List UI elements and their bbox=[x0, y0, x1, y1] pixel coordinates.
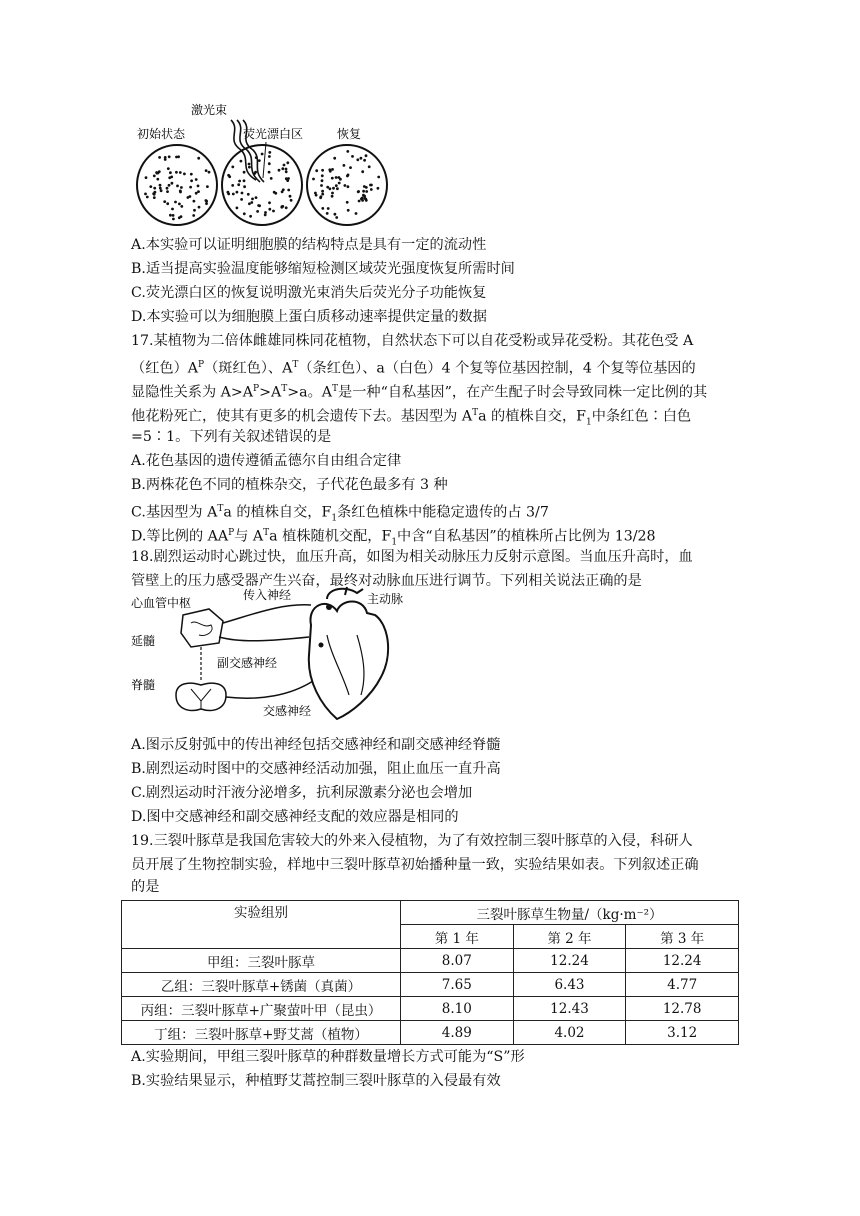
q18-option-c: C.剧烈运动时汗液分泌增多，抗利尿激素分泌也会增加 bbox=[131, 785, 473, 801]
fluorescent-dot bbox=[197, 185, 200, 188]
fluorescent-dot bbox=[314, 192, 317, 195]
q17-stem-line-5: =5∶1。下列有关叙述错误的是 bbox=[131, 429, 332, 445]
fluorescent-dot bbox=[164, 156, 167, 159]
fluorescent-dot bbox=[187, 196, 190, 199]
fluorescent-dot bbox=[355, 212, 358, 215]
fluorescent-dot bbox=[238, 180, 241, 183]
fluorescent-dot bbox=[362, 190, 365, 193]
fluorescent-dot bbox=[339, 178, 342, 181]
fluorescent-dot bbox=[179, 190, 182, 193]
fluorescent-dot bbox=[171, 182, 174, 185]
fluorescent-dot bbox=[360, 157, 363, 160]
fluorescent-dot bbox=[321, 207, 324, 210]
fluorescent-dot bbox=[331, 168, 334, 171]
fluorescent-dot bbox=[274, 192, 277, 195]
fluorescent-dot bbox=[243, 212, 246, 215]
q16-option-c: C.荧光漂白区的恢复说明激光束消失后荧光分子功能恢复 bbox=[131, 285, 487, 301]
fluorescent-dot bbox=[180, 215, 183, 218]
sympathetic-nerve-path bbox=[226, 681, 313, 698]
fluorescent-dot bbox=[255, 196, 258, 199]
fluorescent-dot bbox=[331, 177, 334, 180]
fluorescent-dot bbox=[268, 155, 271, 158]
fluorescent-dot bbox=[326, 212, 329, 215]
fluorescent-dot bbox=[332, 187, 335, 190]
fluorescent-dot bbox=[281, 167, 284, 170]
fluorescent-dot bbox=[270, 177, 273, 180]
q17-stem-line-4: 他花粉死亡，使其有更多的机会遗传下去。基因型为 $A^Ta$ 的植株自交，$F_1$中条红色∶白色 bbox=[131, 408, 692, 428]
fluorescent-dot bbox=[368, 165, 371, 168]
fluorescent-dot bbox=[153, 196, 156, 199]
aorta-shape bbox=[327, 587, 363, 599]
fluorescent-dot bbox=[286, 161, 289, 164]
fluorescent-dot bbox=[158, 170, 161, 173]
q16-option-d: D.本实验可以为细胞膜上蛋白质移动速率提供定量的数据 bbox=[131, 309, 487, 325]
header-year-1: 第 1 年 bbox=[401, 925, 514, 949]
fluorescent-dot bbox=[154, 191, 157, 194]
fluorescent-dot bbox=[331, 195, 334, 198]
fluorescent-dot bbox=[268, 151, 271, 154]
fluorescent-dot bbox=[336, 187, 339, 190]
fluorescent-dot bbox=[175, 156, 178, 159]
fluorescent-dot bbox=[327, 207, 330, 210]
fluorescent-dot bbox=[347, 185, 350, 188]
fluorescent-dot bbox=[168, 184, 171, 187]
fluorescent-dot bbox=[369, 184, 372, 187]
fluorescent-dot bbox=[190, 173, 193, 176]
fluorescent-dot bbox=[321, 190, 324, 193]
q19-option-b: B.实验结果显示，种植野艾蒿控制三裂叶豚草的入侵最有效 bbox=[131, 1073, 501, 1089]
fluorescent-dot bbox=[326, 186, 329, 189]
q17-option-d: D.等比例的 $AA^P$与 $A^Ta$ 植株随机交配，$F_1$中含“自私基因”的植株所占比例为 13/28 bbox=[131, 528, 656, 548]
fluorescent-dot bbox=[250, 201, 253, 204]
fluorescent-dot bbox=[251, 198, 254, 201]
fluorescent-dot bbox=[249, 215, 252, 218]
afferent-nerve-label: 传入神经 bbox=[243, 588, 292, 602]
fluorescent-dot bbox=[166, 190, 169, 193]
fluorescent-dot bbox=[334, 213, 337, 216]
q16-option-a: A.本实验可以证明细胞膜的结构特点是具有一定的流动性 bbox=[131, 237, 487, 253]
spinal-cord-label: 脊髓 bbox=[131, 678, 156, 692]
fluorescent-dot bbox=[290, 199, 293, 202]
fluorescent-dot bbox=[346, 150, 349, 153]
fluorescent-dot bbox=[329, 187, 332, 190]
fluorescent-dot bbox=[236, 207, 239, 210]
q18-stem-line-2: 管壁上的压力感受器产生兴奋，最终对动脉血压进行调节。下列相关说法正确的是 bbox=[131, 573, 642, 589]
fluorescent-dot bbox=[333, 157, 336, 160]
fluorescent-dot bbox=[155, 171, 158, 174]
table-row: 甲组：三裂叶豚草 8.07 12.24 12.24 bbox=[122, 949, 739, 973]
table-header-row bbox=[122, 901, 739, 925]
fluorescent-dot bbox=[365, 154, 368, 157]
fluorescent-dot bbox=[232, 193, 235, 196]
fluorescent-dot bbox=[174, 201, 177, 204]
q17-option-a: A.花色基因的遗传遵循孟德尔自由组合定律 bbox=[131, 453, 402, 469]
q19-stem-line-1: 19.三裂叶豚草是我国危害较大的外来入侵植物，为了有效控制三裂叶豚草的入侵，科研人 bbox=[131, 833, 693, 849]
fluorescent-dot bbox=[285, 168, 288, 171]
fluorescent-dot bbox=[258, 159, 261, 162]
q18-option-a: A.图示反射弧中的传出神经包括交感神经和副交感神经脊髓 bbox=[131, 737, 501, 753]
q17-option-b: B.两株花色不同的植株杂交，子代花色最多有 3 种 bbox=[131, 477, 448, 493]
fluorescent-dot bbox=[145, 176, 148, 179]
fluorescent-dot bbox=[169, 171, 172, 174]
header-biomass: 三裂叶豚草生物量/（kg·m⁻²） bbox=[401, 901, 739, 925]
fluorescent-dot bbox=[370, 188, 373, 191]
fluorescent-dot bbox=[178, 203, 181, 206]
sympathetic-label: 交感神经 bbox=[263, 704, 312, 718]
fluorescent-dot bbox=[268, 171, 271, 174]
fluorescent-dot bbox=[335, 216, 338, 219]
fluorescent-dot bbox=[268, 201, 271, 204]
fluorescent-dot bbox=[172, 214, 175, 217]
fluorescent-dot bbox=[283, 164, 286, 167]
header-group: 实验组别 bbox=[122, 901, 401, 949]
fluorescent-dot bbox=[285, 206, 288, 209]
aorta-label: 主动脉 bbox=[367, 592, 404, 606]
table-row: 丙组：三裂叶豚草+广聚萤叶甲（昆虫） 8.10 12.43 12.78 bbox=[122, 997, 739, 1021]
heart-shape bbox=[309, 602, 388, 720]
fluorescent-dot bbox=[192, 214, 195, 217]
fluorescent-dot bbox=[248, 202, 251, 205]
center-label: 心血管中枢 bbox=[131, 596, 192, 610]
bleach-zone-label: 荧光漂白区 bbox=[243, 127, 304, 141]
fluorescent-dot bbox=[149, 185, 152, 188]
fluorescent-dot bbox=[240, 198, 243, 201]
fluorescent-dot bbox=[272, 210, 275, 213]
fluorescent-dot bbox=[195, 192, 198, 195]
fluorescent-dot bbox=[240, 160, 243, 163]
fluorescent-dot bbox=[166, 202, 169, 205]
fluorescent-dot bbox=[351, 155, 354, 158]
fluorescent-dot bbox=[243, 171, 246, 174]
fluorescent-dot bbox=[168, 155, 171, 158]
fluorescent-dot bbox=[247, 193, 250, 196]
fluorescent-dot bbox=[146, 196, 149, 199]
fluorescent-dot bbox=[180, 186, 183, 189]
fluorescent-dot bbox=[156, 178, 159, 181]
fluorescent-dot bbox=[176, 185, 179, 188]
fluorescent-dot bbox=[153, 175, 156, 178]
fluorescent-dot bbox=[227, 191, 230, 194]
q18-stem-line-1: 18.剧烈运动时心跳过快，血压升高，如图为相关动脉压力反射示意图。当血压升高时，血 bbox=[131, 549, 693, 565]
fluorescent-dot bbox=[377, 176, 380, 179]
fluorescent-dot bbox=[158, 156, 161, 159]
fluorescent-dot bbox=[321, 169, 324, 172]
fluorescent-dot bbox=[193, 200, 196, 203]
fluorescent-dot bbox=[347, 209, 350, 212]
fluorescent-dot bbox=[206, 185, 209, 188]
fluorescent-dots bbox=[144, 150, 380, 220]
fluorescent-dot bbox=[361, 170, 364, 173]
fluorescent-dot bbox=[163, 200, 166, 203]
fluorescent-dot bbox=[227, 174, 230, 177]
parasympathetic-nerve-path bbox=[219, 637, 309, 641]
fluorescent-dot bbox=[347, 174, 350, 177]
fluorescent-dot bbox=[338, 182, 341, 185]
recovered-membrane-circle bbox=[307, 145, 387, 225]
fluorescent-dot bbox=[205, 169, 208, 172]
table-row: 丁组：三裂叶豚草+野艾蒿（植物） 4.89 4.02 3.12 bbox=[122, 1021, 739, 1045]
fluorescent-dot bbox=[343, 164, 346, 167]
fluorescent-dot bbox=[349, 166, 352, 169]
fluorescent-dot bbox=[159, 184, 162, 187]
biomass-table bbox=[121, 900, 739, 1045]
fluorescent-dot bbox=[287, 189, 290, 192]
fluorescent-dot bbox=[197, 190, 200, 193]
fluorescent-dot bbox=[363, 185, 366, 188]
parasympathetic-label: 副交感神经 bbox=[217, 656, 278, 670]
fluorescent-dot bbox=[264, 214, 267, 217]
header-year-3: 第 3 年 bbox=[626, 925, 739, 949]
fluorescent-dot bbox=[287, 177, 290, 180]
fluorescent-dot bbox=[231, 166, 234, 169]
fluorescent-dot bbox=[364, 198, 367, 201]
fluorescent-dot bbox=[190, 179, 193, 182]
q18-option-b: B.剧烈运动时图中的交感神经活动加强，阻止血压一直升高 bbox=[131, 761, 501, 777]
fluorescent-dot bbox=[344, 184, 347, 187]
fluorescent-dot bbox=[205, 202, 208, 205]
fluorescent-dot bbox=[377, 187, 380, 190]
fluorescent-dot bbox=[335, 184, 338, 187]
fluorescent-dot bbox=[319, 196, 322, 199]
fluorescent-dot bbox=[248, 166, 251, 169]
afferent-nerve-path bbox=[223, 605, 311, 623]
fluorescent-dot bbox=[179, 171, 182, 174]
initial-state-label: 初始状态 bbox=[137, 127, 186, 141]
fluorescent-dot bbox=[248, 163, 251, 166]
fluorescent-dot bbox=[183, 173, 186, 176]
fluorescent-dot bbox=[205, 200, 208, 203]
fluorescent-dot bbox=[169, 214, 172, 217]
fluorescent-dot bbox=[356, 158, 359, 161]
q17-stem-line-2: （红色）$A^P$（斑红色）、$A^T$（条红色）、a（白色）4 个复等位基因控制，4 个复等位基因的 bbox=[131, 360, 696, 377]
fluorescent-dot bbox=[166, 187, 169, 190]
baroreflex-figure bbox=[131, 585, 461, 735]
fluorescent-dot bbox=[236, 191, 239, 194]
fluorescent-dot bbox=[180, 205, 183, 208]
q17-stem-line-1: 17.某植物为二倍体雌雄同株同花植物，自然状态下可以自花受粉或异花受粉。其花色受 A bbox=[131, 333, 694, 349]
fluorescent-dot bbox=[171, 208, 174, 211]
bleach-pointer-line bbox=[263, 142, 266, 178]
fluorescent-dot bbox=[257, 204, 260, 207]
fluorescent-dot bbox=[243, 179, 246, 182]
fluorescent-dot bbox=[321, 174, 324, 177]
fluorescent-dot bbox=[167, 167, 170, 170]
fluorescent-dot bbox=[254, 171, 257, 174]
medulla-label: 延髓 bbox=[131, 634, 156, 648]
fluorescent-dot bbox=[282, 188, 285, 191]
fluorescent-dot bbox=[312, 178, 315, 181]
fluorescent-dot bbox=[144, 193, 147, 196]
fluorescent-dot bbox=[195, 178, 198, 181]
q17-stem-line-3: 显隐性关系为 $A>A^P>A^T>a$。$A^T$是一种“自私基因”，在产生配子时会导致同株一定比例的其 bbox=[131, 384, 708, 401]
fluorescent-dot bbox=[261, 153, 264, 156]
q19-stem-line-2: 员开展了生物控制实验，样地中三裂叶豚草初始播种量一致，实验结果如表。下列叙述正确 bbox=[131, 857, 699, 873]
fluorescent-dot bbox=[268, 162, 271, 165]
fluorescent-dot bbox=[231, 184, 234, 187]
fluorescent-dot bbox=[159, 187, 162, 190]
fluorescent-dot bbox=[363, 159, 366, 162]
fluorescent-dot bbox=[256, 210, 259, 213]
fluorescent-dot bbox=[321, 179, 324, 182]
fluorescent-dot bbox=[160, 189, 163, 192]
fluorescent-dot bbox=[243, 185, 246, 188]
fluorescent-dot bbox=[346, 201, 349, 204]
fluorescent-dot bbox=[208, 171, 211, 174]
fluorescent-dot bbox=[365, 190, 368, 193]
laser-label: 激光束 bbox=[191, 103, 228, 117]
q16-option-b: B.适当提高实验温度能够缩短检测区域荧光强度恢复所需时间 bbox=[131, 261, 515, 277]
fluorescent-dot bbox=[289, 195, 292, 198]
fluorescent-dot bbox=[357, 190, 360, 193]
header-year-2: 第 2 年 bbox=[513, 925, 626, 949]
frap-figure bbox=[131, 100, 421, 230]
fluorescent-dot bbox=[320, 184, 323, 187]
recovery-label: 恢复 bbox=[337, 127, 362, 141]
q18-option-d: D.图中交感神经和副交感神经支配的效应器是相同的 bbox=[131, 809, 459, 825]
fluorescent-dot bbox=[175, 171, 178, 174]
fluorescent-dot bbox=[193, 209, 196, 212]
table-row: 乙组：三裂叶豚草+锈菌（真菌） 7.65 6.43 4.77 bbox=[122, 973, 739, 997]
fluorescent-dot bbox=[268, 208, 271, 211]
fluorescent-dot bbox=[278, 169, 281, 172]
fluorescent-dot bbox=[331, 192, 334, 195]
q19-stem-line-3: 的是 bbox=[131, 879, 160, 895]
fluorescent-dot bbox=[315, 169, 318, 172]
fluorescent-dot bbox=[281, 205, 284, 208]
fluorescent-dot bbox=[172, 218, 175, 221]
fluorescent-dot bbox=[237, 183, 240, 186]
fluorescent-dot bbox=[361, 197, 364, 200]
fluorescent-dot bbox=[153, 187, 156, 190]
fluorescent-dot bbox=[285, 170, 288, 173]
fluorescent-dot bbox=[189, 186, 192, 189]
fluorescent-dot bbox=[264, 211, 267, 214]
fluorescent-dot bbox=[328, 168, 331, 171]
fluorescent-dot bbox=[321, 193, 324, 196]
q19-option-a: A.实验期间，甲组三裂叶豚草的种群数量增长方式可能为“S”形 bbox=[131, 1049, 525, 1065]
fluorescent-dot bbox=[358, 200, 361, 203]
fluorescent-dot bbox=[335, 176, 338, 179]
fluorescent-dot bbox=[241, 192, 244, 195]
medulla-shape bbox=[181, 609, 223, 647]
fluorescent-dot bbox=[197, 157, 200, 160]
fluorescent-dot bbox=[168, 176, 171, 179]
fluorescent-dot bbox=[198, 206, 201, 209]
q17-option-c: C.基因型为 $A^Ta$ 的植株自交，$F_1$条红色植株中能稳定遗传的占 3/7 bbox=[131, 504, 549, 524]
